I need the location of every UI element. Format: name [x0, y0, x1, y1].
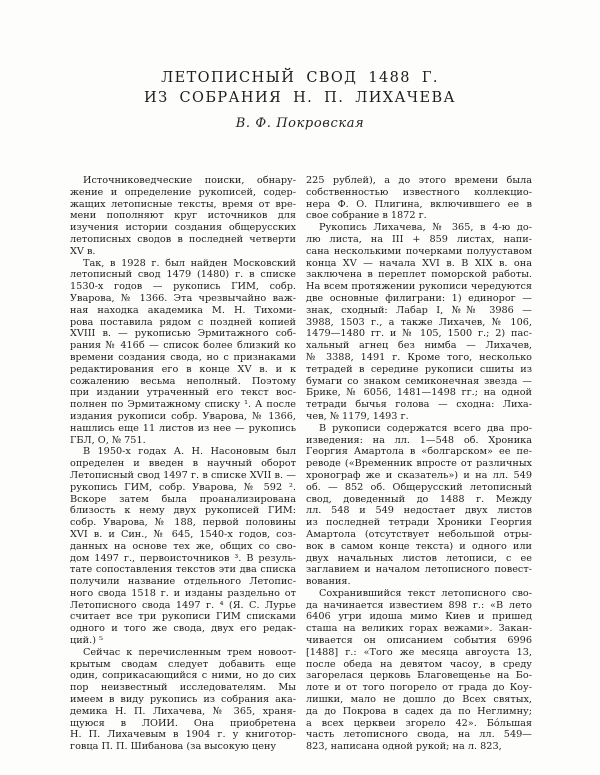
text-line: изучения истории создания общерусских	[70, 222, 296, 234]
text-line: имеем в виду рукопись из собрания ака-	[70, 694, 296, 706]
text-line: № 3388, 1491 г. Кроме того, несколько	[306, 351, 532, 363]
text-line: близость к нему двух рукописей ГИМ:	[70, 505, 296, 517]
text-line: заключена в переплет поморской работы.	[306, 269, 532, 281]
text-line: сташа на великих горах вежами». Закан-	[306, 623, 532, 635]
text-line: ций.) ⁵	[70, 635, 103, 647]
text-line: рова поставила рядом с поздней копией	[70, 316, 296, 328]
text-line: Сохранившийся текст летописного сво-	[319, 587, 532, 599]
text-line: Так, в 1928 г. был найден Московский	[83, 257, 296, 269]
text-line: редактирования его в конце XV в. и к	[70, 363, 296, 375]
text-line: рания № 416б — список более близкий ко	[70, 340, 296, 352]
text-line: 3988, 1503 г., а также Лихачев, № 106,	[306, 316, 532, 328]
text-line: конца XV — начала XVI в. В XIX в. она	[306, 257, 532, 269]
text-line: летописных сводов в последней четверти	[70, 233, 296, 245]
text-line: Сейчас к перечисленным трем новоот-	[83, 646, 296, 658]
text-line: 1479—1480 гг. и № 105, 1500 г.; 2) пас-	[306, 328, 532, 340]
paragraph	[70, 647, 296, 753]
text-line: На всем протяжении рукописи чередуются	[306, 281, 532, 293]
text-line: В рукописи содержатся всего два про-	[319, 422, 532, 434]
text-line: щуюся в ЛОИИ. Она приобретена	[70, 717, 296, 729]
text-line: лишки, мало не дошло до Всех святых,	[306, 694, 532, 706]
text-line: вок в самом конце текста) и одного или	[306, 540, 532, 552]
title-line-2: ИЗ СОБРАНИЯ Н. П. ЛИХАЧЕВА	[144, 90, 456, 106]
text-line: нера Ф. О. Плигина, включившего ее в	[306, 198, 532, 210]
text-line: реводе («Временник впросте от различных	[306, 458, 532, 470]
text-line: чивается он описанием события 6996	[306, 635, 532, 647]
text-line: тетрадей в середине рукописи сшиты из	[306, 363, 532, 375]
text-line: одного и того же свода, двух его редак-	[70, 623, 296, 635]
text-line: XV в.	[70, 245, 96, 257]
text-line: Рукопись Лихачева, № 365, в 4-ю до-	[319, 222, 532, 234]
text-line: Летописный свод 1497 г. в списке XVII в. —	[70, 469, 296, 481]
text-line: свод, доведенный до 1488 г. Между	[306, 493, 532, 505]
text-line: считает все три рукописи ГИМ списками	[70, 611, 296, 623]
text-line: об. — 852 об. Общерусский летописный	[306, 481, 532, 493]
text-line: собственностью известного коллекцио-	[306, 186, 532, 198]
text-line: лю листа, на III + 859 листах, напи-	[306, 233, 532, 245]
text-line: Уварова, № 1366. Эта чрезвычайно важ-	[70, 292, 296, 304]
article-title	[0, 68, 600, 108]
text-line: 6406 угри идоша мимо Киев и пришед	[306, 611, 532, 623]
text-line: [1488] г.: «Того же месяца авгоуста 13,	[306, 646, 532, 658]
text-line: нашлись еще 11 листов из нее — рукопись	[70, 422, 296, 434]
text-line: бумаги со знаком семиконечная звезда —	[306, 375, 532, 387]
paragraph	[70, 175, 296, 258]
text-line: ного свода 1518 г. и изданы раздельно от	[70, 587, 296, 599]
text-line: рукопись ГИМ, собр. Уварова, № 592 ².	[70, 481, 296, 493]
text-line: сожалению весьма неполный. Поэтому	[70, 375, 296, 387]
text-line: Брике, № 6056, 1481—1498 гг.; на одной	[306, 387, 532, 399]
text-line: заглавием и началом летописного повест-	[306, 564, 532, 576]
text-line: а всех церквеи згорело 42». Бо́льшая	[306, 717, 532, 729]
text-line: мени пополняют круг источников для	[70, 210, 296, 222]
text-line: лоте и от того погорело от града до Коу-	[306, 682, 532, 694]
text-line: тате сопоставления текстов эти два списка	[70, 564, 296, 576]
text-line: определен и введен в научный оборот	[70, 458, 296, 470]
text-line: из последней тетради Хроники Георгия	[306, 517, 532, 529]
text-line: ная находка академика М. Н. Тихоми-	[70, 304, 296, 316]
text-line: да до Покрова в садех да по Неглимну;	[306, 705, 532, 717]
text-line: изведения: на лл. 1—548 об. Хроника	[306, 434, 532, 446]
paragraph	[70, 258, 296, 447]
paragraph	[306, 222, 532, 423]
text-line: 225 рублей), а до этого времени была	[306, 175, 532, 186]
paragraph	[306, 175, 532, 222]
paragraph	[306, 423, 532, 588]
text-line: жащих летописные тексты, время от вре-	[70, 198, 296, 210]
text-line: Вскоре затем была проанализирована	[70, 493, 296, 505]
text-line: ГБЛ, О, № 751.	[70, 434, 146, 446]
title-line-1: ЛЕТОПИСНЫЙ СВОД 1488 Г.	[161, 70, 439, 86]
text-line: Н. П. Лихачевым в 1904 г. у книготор-	[70, 729, 296, 741]
text-line: Источниковедческие поиски, обнару-	[83, 175, 296, 186]
text-line: XVIII в. — рукописью Эрмитажного соб-	[70, 328, 296, 340]
text-line: получили название отдельного Летопис-	[70, 576, 296, 588]
text-line: знак, сходный: Лабар I, №№ 3986 —	[306, 304, 532, 316]
text-line: издания рукописи собр. Уварова, № 1366,	[70, 410, 296, 422]
text-line: двух начальных листов летописи, с ее	[306, 552, 532, 564]
text-line: дом 1497 г., первоисточников ³. В резуль-	[70, 552, 296, 564]
text-line: после обеда на девятом часоу, в среду	[306, 658, 532, 670]
text-line: часть летописного свода, на лл. 549—	[306, 729, 532, 741]
paragraph	[70, 446, 296, 647]
text-line: Амартола (отсутствует небольшой отры-	[306, 528, 532, 540]
text-line: лл. 548 и 549 недостает двух листов	[306, 505, 532, 517]
author-name: В. Ф. Покровская	[235, 116, 365, 131]
text-line: крытым сводам следует добавить еще	[70, 658, 296, 670]
text-line: чев, № 1179, 1493 г.	[306, 410, 409, 422]
paragraph	[306, 588, 532, 753]
text-line: демика Н. П. Лихачева, № 365, храня-	[70, 705, 296, 717]
text-line: XVI в. и Син., № 645, 1540-х годов, соз-	[70, 528, 296, 540]
text-line: жение и определение рукописей, содер-	[70, 186, 296, 198]
text-line: хальный агнец без нимба — Лихачев,	[306, 340, 532, 352]
text-line: В 1950-х годах А. Н. Насоновым был	[83, 446, 296, 458]
text-line: собр. Уварова, № 188, первой половины	[70, 517, 296, 529]
text-line: времени создания свода, но с признаками	[70, 351, 296, 363]
text-line: данных на основе тех же, общих со сво-	[70, 540, 296, 552]
text-line: две основные филиграни: 1) единорог —	[306, 292, 532, 304]
text-line: один, соприкасающийся с ними, но до сих	[70, 670, 296, 682]
text-line: летописный свод 1479 (1480) г. в списке	[70, 269, 296, 281]
text-line: при издании утраченный его текст вос-	[70, 387, 296, 399]
text-line: загорелася церковь Благовещенье на Бо-	[306, 670, 532, 682]
text-line: говца П. П. Шибанова (за высокую цену	[70, 741, 277, 753]
text-line: 1530-х годов — рукопись ГИМ, собр.	[70, 281, 296, 293]
article-body	[70, 175, 532, 755]
text-line: да начинается известием 898 г.: «В лето	[306, 599, 532, 611]
text-line: Георгия Амартола в «болгарском» ее пе-	[306, 446, 532, 458]
text-line: свое собрание в 1872 г.	[306, 210, 427, 222]
text-line: Летописного свода 1497 г. ⁴ (Я. С. Лурье	[70, 599, 296, 611]
right-column	[306, 175, 532, 755]
text-line: хронограф же и сказатель») и на лл. 549	[306, 469, 532, 481]
text-line: 823, написана одной рукой; на л. 823,	[306, 741, 502, 753]
text-line: сана несколькими почерками полууставом	[306, 245, 532, 257]
text-line: пор неизвестный исследователям. Мы	[70, 682, 296, 694]
left-column	[70, 175, 296, 755]
text-line: тетради бычья голова — сходна: Лиха-	[306, 399, 532, 411]
text-line: полнен по Эрмитажному списку ¹. А после	[70, 399, 296, 411]
text-line: вования.	[306, 576, 351, 588]
